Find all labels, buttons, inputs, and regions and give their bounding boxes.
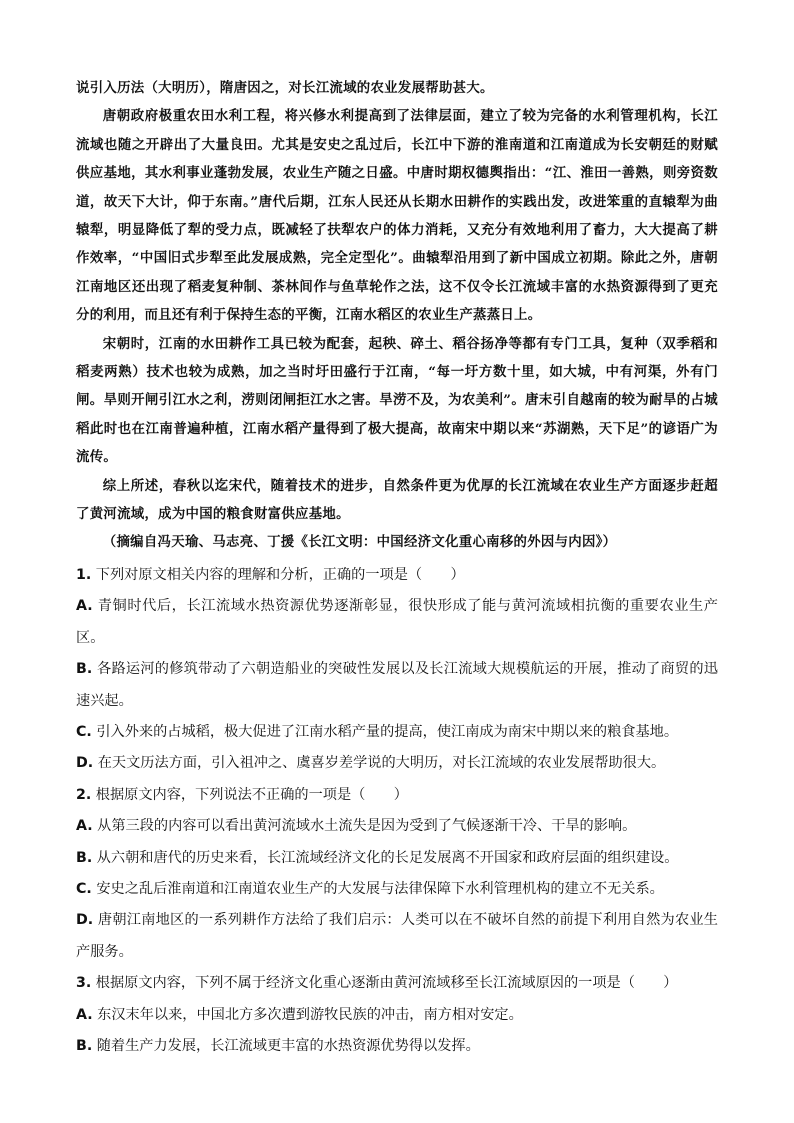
option-letter: A. [76, 1006, 93, 1023]
question-stem-text: 下列对原文相关内容的理解和分析，正确的一项是（ ） [95, 566, 465, 583]
option-letter: D. [76, 912, 94, 929]
question-2-option-d [76, 905, 718, 968]
option-letter: A. [76, 818, 93, 835]
option-text: 东汉末年以来，中国北方多次遭到游牧民族的冲击，南方相对安定。 [97, 1006, 523, 1023]
option-letter: D. [76, 755, 94, 772]
option-text: 从六朝和唐代的历史来看，长江流域经济文化的长足发展离不开国家和政府层面的组织建设。 [96, 849, 679, 866]
option-text: 随着生产力发展，长江流域更丰富的水热资源优势得以发挥。 [96, 1038, 480, 1054]
document-page [76, 74, 718, 1062]
question-number: 1. [76, 566, 92, 583]
question-1-option-b [76, 654, 718, 717]
option-text: 各路运河的修筑带动了六朝造船业的突破性发展以及长江流域大规模航运的开展，推动了商贸的迅速兴起。 [76, 661, 718, 709]
option-text: 在天文历法方面，引入祖冲之、虞喜岁差学说的大明历，对长江流域的农业发展帮助很大。 [97, 755, 666, 772]
reading-passage [76, 74, 718, 556]
question-3-stem [76, 968, 718, 999]
option-letter: B. [76, 1038, 93, 1054]
question-2-option-c [76, 874, 718, 905]
question-number: 3. [76, 975, 92, 992]
option-text: 从第三段的内容可以看出黄河流域水土流失是因为受到了气候逐渐干冷、干旱的影响。 [97, 818, 637, 835]
passage-paragraph-4: 综上所述，春秋以迄宋代，随着技术的进步，自然条件更为优厚的长江流域在农业生产方面逐步赶超了黄河流域，成为中国的粮食财富供应基地。 [76, 477, 718, 523]
question-1-option-a [76, 591, 718, 654]
question-1-option-c [76, 717, 718, 748]
question-3-option-b [76, 1031, 718, 1062]
question-1-option-d [76, 748, 718, 779]
question-3-option-a [76, 1000, 718, 1031]
question-2-stem [76, 780, 718, 811]
question-stem-text: 根据原文内容，下列说法不正确的一项是（ ） [95, 786, 408, 803]
option-letter: C. [76, 723, 92, 740]
option-text: 唐朝江南地区的一系列耕作方法给了我们启示：人类可以在不破坏自然的前提下利用自然为农业生产服务。 [76, 912, 718, 960]
passage-paragraph-1: 说引入历法（大明历），隋唐因之，对长江流域的农业发展帮助甚大。 [76, 80, 494, 96]
option-letter: B. [76, 849, 93, 866]
question-2-option-b [76, 843, 718, 874]
option-text: 青铜时代后，长江流域水热资源优势逐渐彰显，很快形成了能与黄河流域相抗衡的重要农业生产区。 [76, 598, 718, 646]
question-number: 2. [76, 786, 92, 803]
option-letter: B. [76, 661, 93, 678]
question-2-option-a [76, 811, 718, 842]
question-list [76, 560, 718, 1063]
option-letter: A. [76, 598, 93, 615]
question-1-stem [76, 560, 718, 591]
option-text: 安史之乱后淮南道和江南道农业生产的大发展与法律保障下水利管理机构的建立不无关系。 [96, 880, 664, 897]
passage-source: （摘编自冯天瑜、马志亮、丁援《长江文明：中国经济文化重心南移的外因与内因》） [102, 533, 617, 550]
question-stem-text: 根据原文内容，下列不属于经济文化重心逐渐由黄河流域移至长江流域原因的一项是（ ） [95, 975, 678, 992]
passage-paragraph-3: 宋朝时，江南的水田耕作工具已较为配套，起秧、碎土、稻谷扬净等都有专门工具，复种（双季稻和稻麦两熟）技术也较为成熟，加之当时圩田盛行于江南，“每一圩方数十里，如大城，中有河渠，外有门闸。旱则开闸引江水之利，涝则闭闸拒江水之害。旱涝不及，为农美利”。唐末引自越南的较为耐旱的占城稻此时也在江南普遍种植，江南水稻产量得到了极大提高，故南宋中期以来“苏湖熟，天下足”的谚语广为流传。 [76, 335, 718, 466]
passage-paragraph-2: 唐朝政府极重农田水利工程，将兴修水利提高到了法律层面，建立了较为完备的水利管理机构，长江流域也随之开辟出了大量良田。尤其是安史之乱过后，长江中下游的淮南道和江南道成为长安朝廷的财赋供应基地，其水利事业蓬勃发展，农业生产随之日盛。中唐时期权德舆指出：“江、淮田一善熟，则旁资数道，故天下大计，仰于东南。”唐代后期，江东人民还从长期水田耕作的实践出发，改进笨重的直辕犁为曲辕犁，明显降低了犁的受力点，既减轻了扶犁农户的体力消耗，又充分有效地利用了畜力，大大提高了耕作效率，“中国旧式步犁至此发展成熟，完全定型化”。曲辕犁沿用到了新中国成立初期。除此之外，唐朝江南地区还出现了稻麦复种制、茶林间作与鱼草轮作之法，这不仅令长江流域丰富的水热资源得到了更充分的利用，而且还有利于保持生态的平衡，江南水稻区的农业生产蒸蒸日上。 [76, 108, 718, 324]
option-text: 引入外来的占城稻，极大促进了江南水稻产量的提高，使江南成为南宋中期以来的粮食基地。 [96, 723, 679, 740]
option-letter: C. [76, 880, 92, 897]
